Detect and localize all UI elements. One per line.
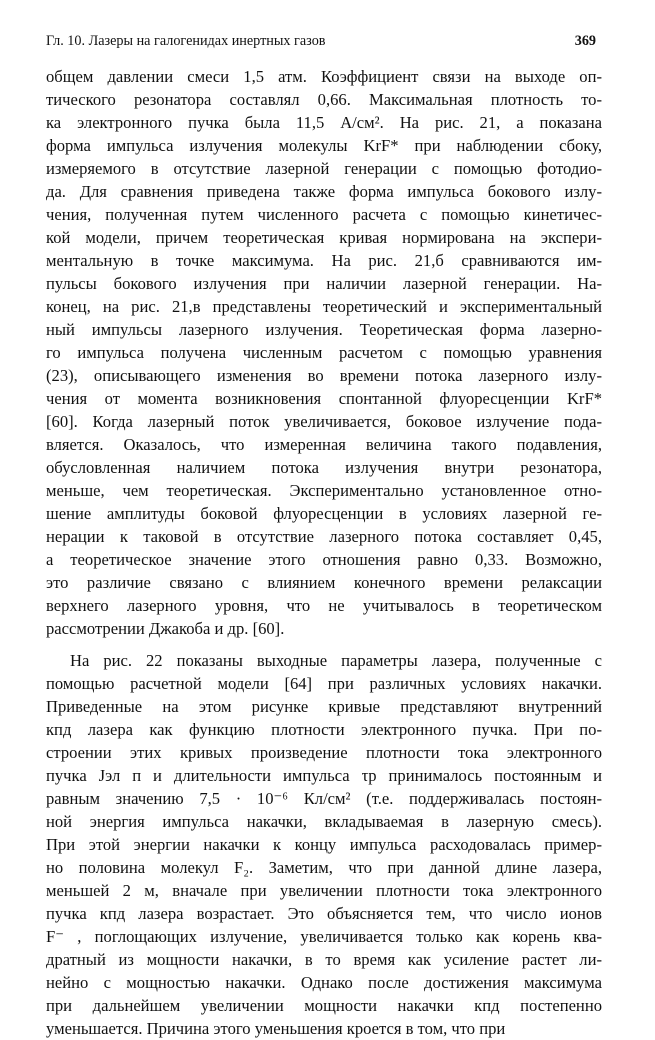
text-line: рассмотрении Джакоба и др. [60].	[46, 619, 285, 638]
text-line: кой модели, причем теоретическая кривая нормирована на экспери-	[46, 228, 602, 247]
text-line: При этой энергии накачки к концу импульса расходовалась пример-	[46, 835, 602, 854]
paragraph-1	[46, 65, 602, 640]
text-line: На рис. 22 показаны выходные параметры лазера, полученные с	[70, 651, 602, 670]
text-line: нерации к таковой в отсутствие лазерного потока составляет 0,45,	[46, 527, 602, 546]
text-line: ментальную в точке максимума. На рис. 21,б сравниваются им-	[46, 251, 602, 270]
text-line: это различие связано с влиянием конечного времени релаксации	[46, 573, 602, 592]
text-line: пучка кпд лазера возрастает. Это объясняется тем, что число ионов	[46, 904, 602, 923]
text-line: конец, на рис. 21,в представлены теоретический и экспериментальный	[46, 297, 602, 316]
paragraph-2	[46, 649, 602, 1040]
page-number: 369	[574, 33, 596, 49]
text-line: шение амплитуды боковой флуоресценции в условиях лазерной ге-	[46, 504, 602, 523]
chapter-title: Гл. 10. Лазеры на галогенидах инертных газов	[46, 33, 326, 49]
text-line: обусловленная наличием потока излучения внутри резонатора,	[46, 458, 602, 477]
text-line: верхнего лазерного уровня, что не учитывалось в теоретическом	[46, 596, 602, 615]
text-line: нейно с мощностью накачки. Однако после достижения максимума	[46, 973, 602, 992]
text-line: ный импульсы лазерного излучения. Теоретическая форма лазерно-	[46, 320, 602, 339]
paragraph-gap	[46, 640, 602, 649]
text-line: ной энергия импульса накачки, вкладываемая в лазерную смесь).	[46, 812, 602, 831]
text-line: форма импульса излучения молекулы KrF* при наблюдении сбоку,	[46, 136, 602, 155]
text-line: измеряемого в отсутствие лазерной генерации с помощью фотодио-	[46, 159, 602, 178]
text-line: пучка Jэл п и длительности импульса τp принималось постоянным и	[46, 766, 602, 785]
text-line: тического резонатора составлял 0,66. Максимальная плотность то-	[46, 90, 602, 109]
text-line: [60]. Когда лазерный поток увеличивается, боковое излучение пода-	[46, 412, 602, 431]
text-line: меньшей 2 м, вначале при увеличении плотности тока электронного	[46, 881, 602, 900]
text-line: F⁻ , поглощающих излучение, увеличивается только как корень ква-	[46, 927, 602, 946]
text-line: (23), описывающего изменения во времени потока лазерного излу-	[46, 366, 602, 385]
text-line: строении этих кривых произведение плотности тока электронного	[46, 743, 602, 762]
text-line: равным значению 7,5 · 10⁻⁶ Кл/см² (т.е. поддерживалась постоян-	[46, 789, 602, 808]
text-line: Приведенные на этом рисунке кривые представляют внутренний	[46, 697, 602, 716]
page-body	[46, 65, 602, 1040]
text-line: пульсы бокового излучения при наличии лазерной генерации. На-	[46, 274, 602, 293]
text-line: уменьшается. Причина этого уменьшения кроется в том, что при	[46, 1019, 506, 1038]
text-line: ка электронного пучка была 11,5 А/см². На рис. 21, а показана	[46, 113, 602, 132]
text-line: дратный из мощности накачки, в то время как усиление растет ли-	[46, 950, 602, 969]
text-line: но половина молекул F₂. Заметим, что при данной длине лазера,	[46, 858, 602, 877]
text-line: чения от момента возникновения спонтанной флуоресценции KrF*	[46, 389, 602, 408]
text-line: вляется. Оказалось, что измеренная величина такого подавления,	[46, 435, 602, 454]
text-line: меньше, чем теоретическая. Экспериментально установленное отно-	[46, 481, 602, 500]
running-header	[46, 33, 596, 53]
text-line: помощью расчетной модели [64] при различных условиях накачки.	[46, 674, 602, 693]
text-line: кпд лазера как функцию плотности электронного пучка. При по-	[46, 720, 602, 739]
text-line: го импульса получена численным расчетом с помощью уравнения	[46, 343, 602, 362]
text-line: общем давлении смеси 1,5 атм. Коэффициент связи на выходе оп-	[46, 67, 602, 86]
text-line: чения, полученная путем численного расчета с помощью кинетичес-	[46, 205, 602, 224]
text-line: да. Для сравнения приведена также форма импульса бокового излу-	[46, 182, 602, 201]
text-line: а теоретическое значение этого отношения равно 0,33. Возможно,	[46, 550, 602, 569]
text-line: при дальнейшем увеличении мощности накачки кпд постепенно	[46, 996, 602, 1015]
